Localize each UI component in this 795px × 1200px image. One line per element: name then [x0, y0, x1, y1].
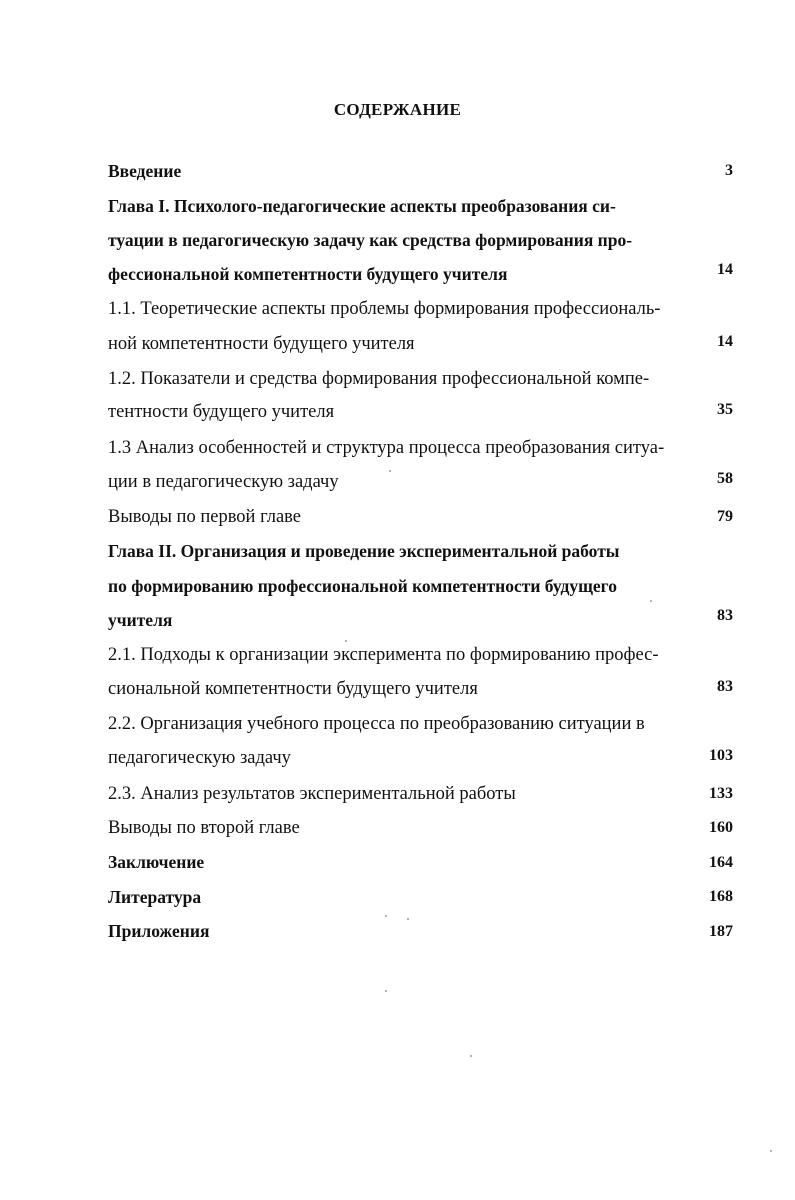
toc-entry-section-1-1-line-1: 1.1. Теоретические аспекты проблемы формирования профессиональ-: [108, 299, 661, 319]
toc-page-number: 83: [717, 678, 733, 695]
toc-entry-section-2-3: 2.3. Анализ результатов экспериментальной работы: [108, 784, 516, 804]
toc-page-number: 3: [725, 162, 733, 179]
toc-page-number: 83: [717, 607, 733, 624]
toc-entry-appendices: Приложения: [108, 921, 210, 941]
toc-page-number: 160: [709, 819, 733, 836]
toc-entry-conclusions-chapter-2: Выводы по второй главе: [108, 818, 300, 838]
scan-speck: [389, 470, 391, 472]
scan-speck: [385, 915, 387, 917]
toc-page-number: 164: [709, 854, 733, 871]
toc-page-number: 168: [709, 888, 733, 905]
toc-entry-introduction: Введение: [108, 161, 182, 181]
toc-entry-section-1-2-line-2: тентности будущего учителя: [108, 402, 335, 422]
toc-entry-chapter-1-line-2: туации в педагогическую задачу как средства формирования про-: [108, 230, 633, 250]
scan-speck: [470, 1055, 472, 1057]
scan-speck: [650, 600, 652, 602]
toc-page-number: 14: [717, 261, 733, 278]
toc-entry-section-2-1-line-1: 2.1. Подходы к организации эксперимента по формированию профес-: [108, 645, 659, 665]
scan-speck: [770, 1150, 772, 1152]
toc-page-number: 35: [717, 401, 733, 418]
toc-entry-section-1-3-line-2: ции в педагогическую задачу: [108, 472, 339, 492]
scan-speck: [385, 990, 387, 992]
toc-page-number: 133: [709, 785, 733, 802]
toc-page-number: 79: [717, 508, 733, 525]
toc-entry-section-1-2-line-1: 1.2. Показатели и средства формирования профессиональной компе-: [108, 369, 650, 389]
toc-page-number: 187: [709, 923, 733, 940]
toc-entry-chapter-2-line-3: учителя: [108, 610, 173, 630]
scan-speck: [407, 918, 409, 920]
toc-entry-section-1-1-line-2: ной компетентности будущего учителя: [108, 334, 415, 354]
toc-entry-chapter-2-line-2: по формированию профессиональной компетентности будущего: [108, 576, 617, 596]
toc-entry-references: Литература: [108, 887, 202, 907]
scan-speck: [345, 640, 347, 642]
toc-entry-section-2-2-line-2: педагогическую задачу: [108, 748, 291, 768]
toc-entry-chapter-1-line-1: Глава I. Психолого-педагогические аспекты преобразования си-: [108, 196, 616, 216]
toc-entry-section-2-2-line-1: 2.2. Организация учебного процесса по преобразованию ситуации в: [108, 714, 645, 734]
toc-entry-conclusions-chapter-1: Выводы по первой главе: [108, 507, 302, 527]
toc-page-number: 14: [717, 333, 733, 350]
toc-entry-chapter-2-line-1: Глава II. Организация и проведение экспериментальной работы: [108, 541, 620, 561]
toc-entry-conclusion: Заключение: [108, 852, 205, 872]
toc-entry-section-1-3-line-1: 1.3 Анализ особенностей и структура процесса преобразования ситуа-: [108, 438, 665, 458]
toc-entry-chapter-1-line-3: фессиональной компетентности будущего учителя: [108, 264, 508, 284]
toc-page-number: 58: [717, 470, 733, 487]
toc-entry-section-2-1-line-2: сиональной компетентности будущего учителя: [108, 679, 478, 699]
toc-page-number: 103: [709, 747, 733, 764]
toc-title: СОДЕРЖАНИЕ: [333, 100, 462, 119]
